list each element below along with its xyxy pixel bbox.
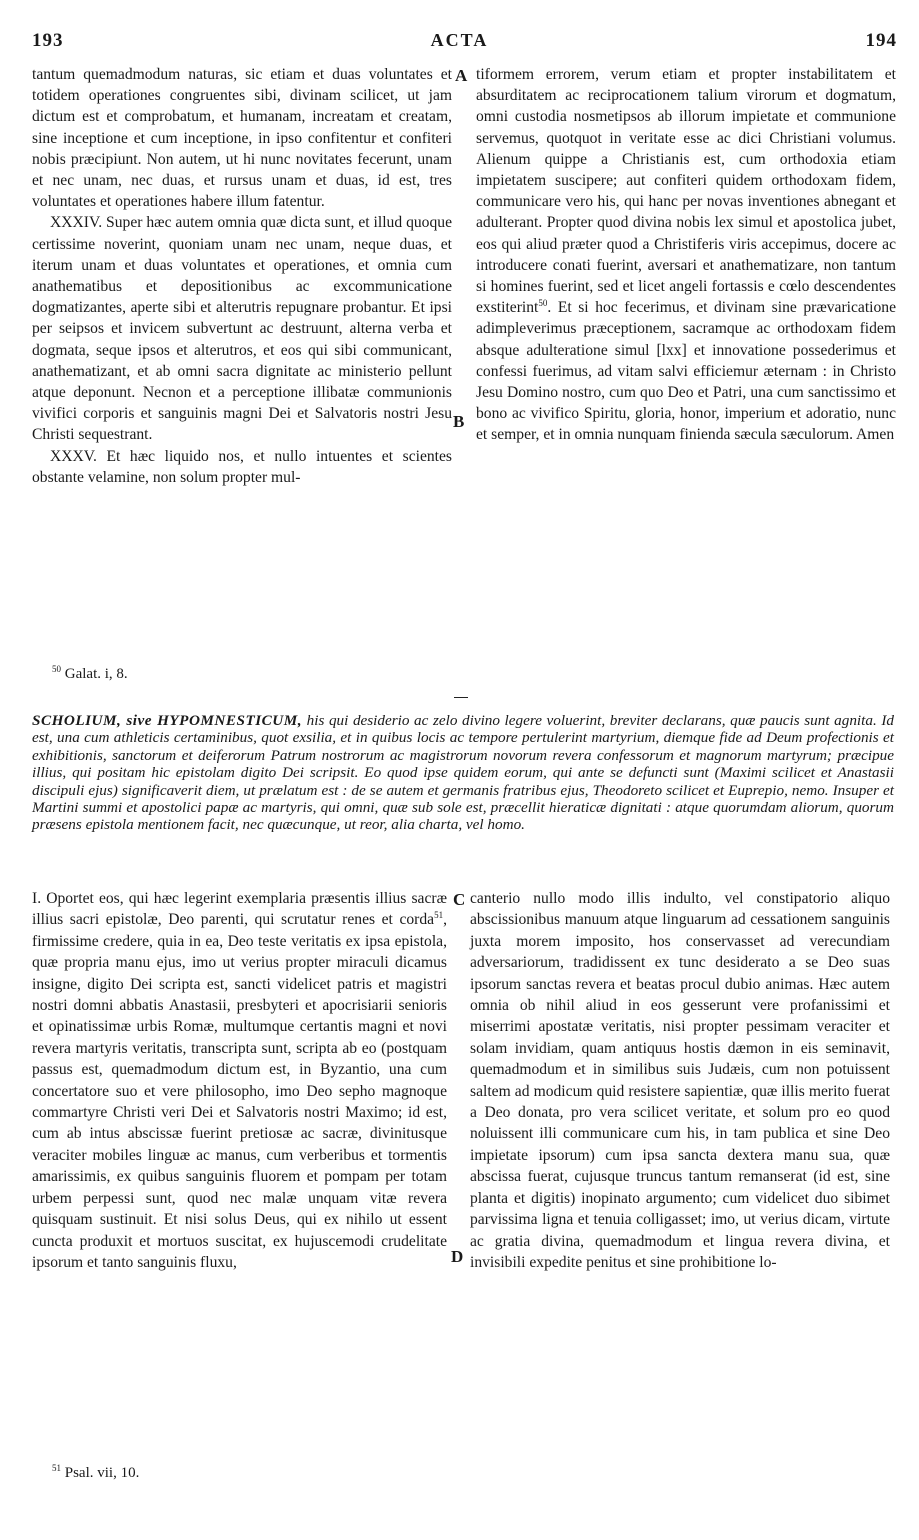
scholium-block xyxy=(32,712,894,834)
top-right-column xyxy=(476,64,896,446)
section-divider xyxy=(454,697,468,698)
footnote-number: 50 xyxy=(52,664,61,674)
scholium-title: SCHOLIUM, sive HYPOMNESTICUM, xyxy=(32,712,303,729)
text-run: , firmissime credere, quia in ea, Deo teste veritatis ex ipsa epistola, quæ propria manu ejus, imo ut verius propter miraculi dicamus insigne, digito Dei scripta est, sancti videlicet patris et magistri nostri domni abbatis Anastasii, presbyteri et apocrisiarii senioris et opinatissimæ urbis Romæ, multumque certantis magni et novi revera martyris veritatis, transcripta sunt, scripta ab eo (postquam passus est, quemadmodum dictum est, in Byzantio, una cum concertatore suo et vere philosopho, imo Deo sepho magnoque commartyre Christi veri Dei et Salvatoris nostri Maximo; id est, cum ab intus abscissæ fuerint pretiosæ ac sacræ, divinitusque veraciter mobiles linguæ ac manus, cum verberibus et tormentis amarissimis, ex quibus sanguinis fluorem et pompam per totam urbem perpessi sunt, quod nec malæ unquam vitæ revera quisquam sustinuit. Et nisi solus Deus, qui ex nihilo ut essent cuncta produxit et mortuos suscitat, ex hujuscemodi crudelitate ipsorum et tanto sanguinis fluxu, xyxy=(32,911,447,1271)
paragraph xyxy=(476,64,896,446)
paragraph: canterio nullo modo illis indulto, vel constipatorio aliquo abscissionibus manuum atque linguarum ad cessationem sanguinis juxta morem imposito, hos conservasset ad verecundiam adversariorum, tradidissent ex tunc desiderato a se Deo suas ipsorum sanctas revera et beatas procul dubio animas. Hæc autem omnia ob nihil aliud in eos gesserunt vere profanissimi et miserrimi apostatæ veritatis, nisi propter pessimam veraciter et solam invidiam, quam antiquus hostis dæmon in eis seminavit, quemadmodum et in similibus suis Judæis, cum non potuissent saltem ad modicum quid resistere sapientiæ, quæ illis merito fuerat a Deo donata, pro vera scilicet veritate, et solum pro eo quod noluissent illi communicare cum his, in tam publica et sine Deo impietate ipsorum) cum ipsa sancta dextera manu sua, quæ abscissa fuerat, cujusque truncus tantum remanserat (id est, sine planta et digitis) inopinato argumento; cum videlicet duo sibimet parvissima ligna et tenuia colligasset; imo, ut verius dicam, virtute ac gratia divina, quemadmodum et lingua revera divina, et invisibili expedite penitus et sine prohibitione lo- xyxy=(470,890,890,1271)
text-run: I. Oportet eos, qui hæc legerint exemplaria præsentis illius sacræ illius sacri epistolæ, Deo parenti, qui scrutatur renes et corda xyxy=(32,890,447,929)
paragraph: tantum quemadmodum naturas, sic etiam et duas voluntates et totidem operationes congruentes sibi, divinam scilicet, ut jam dictum est et comprobatum, et humanam, increatam et creatam, sine inceptione et cum inceptione, in ipso confitentur et confiteri nobis præcipiunt. Non autem, ut hi nunc novitates fecerunt, unam et nec unam, nec duas, et rursus unam et duas, id est, tres voluntates et operationes habere illum fatentur. xyxy=(32,66,452,211)
top-left-column xyxy=(32,64,452,488)
left-page-number: 193 xyxy=(32,30,64,51)
footnote-text: Galat. i, 8. xyxy=(61,666,128,682)
margin-marker-c: C xyxy=(453,890,466,909)
footnote-number: 51 xyxy=(52,1463,61,1473)
running-title: ACTA xyxy=(430,30,489,50)
bottom-right-column xyxy=(470,888,890,1273)
footnote-ref: 51 xyxy=(434,910,444,921)
footnote-text: Psal. vii, 10. xyxy=(61,1465,140,1481)
footnote-top xyxy=(52,666,128,683)
bottom-left-column xyxy=(32,888,447,1273)
right-page-number: 194 xyxy=(865,30,897,51)
paragraph: XXXV. Et hæc liquido nos, et nullo intuentes et scientes obstante velamine, non solum propter mul- xyxy=(32,447,452,486)
margin-marker-b: B xyxy=(453,412,465,431)
paragraph xyxy=(32,888,447,1273)
scholium-text: his qui desiderio ac zelo divino legere voluerint, breviter declarans, quæ paucis sunt agnita. Id est, una cum athleticis certaminibus, quot exsilia, et in quibus locis ac tempore pertulerint martyrium, diemque fide ad Deum profectionis et exhibitionis, sanctorum et deiferorum Patrum nostrorum ac magistrorum novorum revera confessorum et magnorum martyrum; præcipue illius, qui positam hic epistolam digito Dei scripsit. Eo quod ipse quidem eorum, qui ante se defuncti sunt (Maximi scilicet et Anastasii discipuli ejus) significaverit diem, ut prælatum est : de se autem et germanis fratribus ejus, Theodoreto scilicet et Euprepio, nemo. Insuper et Martini summi et apostolici papæ ac martyris, qui omni, quæ sub sole est, præcellit hieraticæ dignitati : atque quorumdam aliorum, quorum præsens epistola mentionem facit, nec quæcunque, ut reor, alia charta, vel homo. xyxy=(32,712,894,834)
text-run: tiformem errorem, verum etiam et propter instabilitatem et absurditatem ac reciprocationem talium virorum et dogmatum, omni custodia nosmetipsos ab illorum impietate et communione servemus, quotquot in veritate esse ac dici Christiani volumus. Alienum quippe a Christianis est, cum orthodoxia etiam impietatem suscipere; aut confiteri quidem orthodoxam fidem, communicare vero his, qui hanc per novas inventiones abnegant et adulterant. Propter quod divina nobis lex simul et apostolica jubet, eos qui aliud præter quod a Christiferis viris accepimus, docere ac introducere conati fuerint, aversari et anathematizare, non tantum si homines fuerint, sed et licet angeli fortassis e cœlo descendentes exstiterint xyxy=(476,66,896,317)
footnote-bottom xyxy=(52,1465,139,1482)
paragraph: XXXIV. Super hæc autem omnia quæ dicta sunt, et illud quoque certissime noverint, quoniam unam nec unam, neque duas, et iterum unam et duas voluntates et operationes, et omnia cum anathematibus et depositionibus ac excommunicatione dogmatizantes, aperte sibi et alterutris repugnare probantur. Et ipsi per seipsos et invicem subvertunt ac destruunt, alterna verba et dogmata, seque ipsos et alterutros, et eos qui sibi communicant, anathematizant, et ab omni sacra dignitate ac ministerio pellunt atque deponunt. Necnon et a perceptione illibatæ communionis vivifici corporis et sanguinis magni Dei et Salvatoris nostri Jesu Christi sequestrant. xyxy=(32,214,452,444)
footnote-ref: 50 xyxy=(538,298,548,309)
margin-marker-a: A xyxy=(455,66,468,85)
text-run: . Et si hoc fecerimus, et divinam sine prævaricatione adimpleverimus præceptionem, sacramque ac orthodoxam fidem absque adulteratione simul [lxx] et innovatione possederimus et confessi fuerimus, ad vitam salvi efficiemur æternam : in Christo Jesu Domino nostro, cum quo Deo et Patri, una cum sanctissimo et bono ac vivifico Spiritu, gloria, honor, imperium et adoratio, nunc et semper, et in omnia nunquam finienda sæcula sæculorum. Amen xyxy=(476,299,896,444)
margin-marker-d: D xyxy=(451,1247,464,1266)
